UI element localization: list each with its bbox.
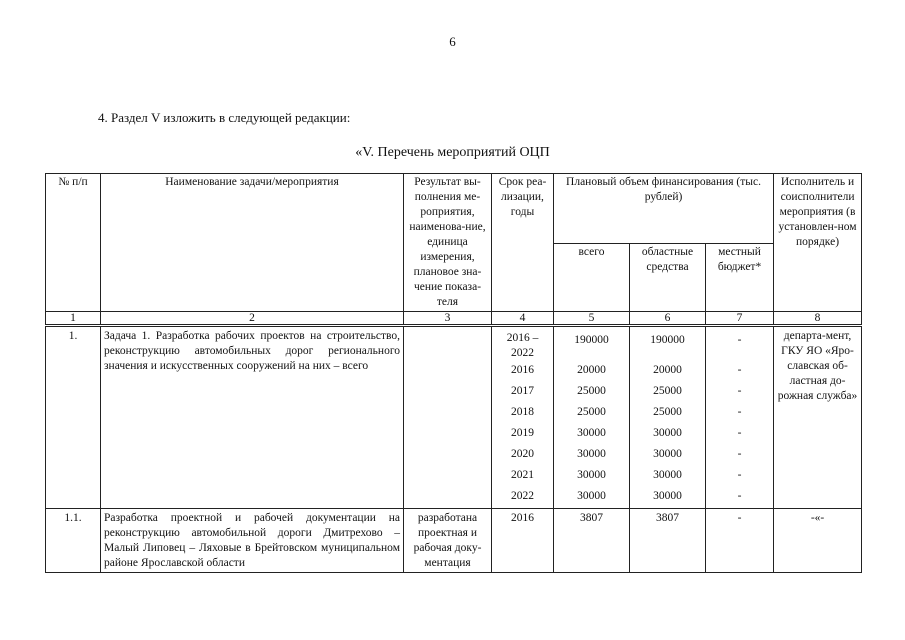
regional-cell: 190000 [650, 334, 685, 346]
local-cell: - [737, 490, 742, 502]
term-cell: 2019 [511, 427, 534, 439]
header-funding-group: Плановый объем финансирования (тыс. рублей) [554, 174, 774, 244]
regional-cell: 25000 [653, 406, 682, 418]
header-name: Наименование задачи/мероприятия [101, 174, 404, 312]
row-regional [630, 326, 706, 509]
term-cell: 2016 – 2022 [506, 332, 539, 359]
header-funding-local: местный бюджет* [706, 244, 774, 312]
term-cell: 2020 [511, 448, 534, 460]
term-cell: 2016 [511, 364, 534, 376]
table-title: «V. Перечень мероприятий ОЦП [355, 145, 550, 160]
column-number-row [46, 312, 862, 326]
row-no: 1.1. [46, 509, 101, 573]
section-heading: 4. Раздел V изложить в следующей редакции: [98, 110, 351, 125]
row-local: - [706, 509, 774, 573]
header-funding-total: всего [554, 244, 630, 312]
row-terms [492, 326, 554, 509]
column-number: 5 [554, 312, 630, 326]
row-term: 2016 [492, 509, 554, 573]
local-cell: - [737, 364, 742, 376]
header-no: № п/п [46, 174, 101, 312]
column-number: 3 [404, 312, 492, 326]
regional-cell: 30000 [653, 448, 682, 460]
term-cell: 2021 [511, 469, 534, 481]
row-totals [554, 326, 630, 509]
total-cell: 25000 [577, 406, 606, 418]
row-result [404, 326, 492, 509]
table-row-measure-1-1 [46, 509, 862, 573]
row-local [706, 326, 774, 509]
total-cell: 30000 [577, 427, 606, 439]
row-regional: 3807 [630, 509, 706, 573]
row-result: разработана проектная и рабочая доку-ментация [404, 509, 492, 573]
column-number: 7 [706, 312, 774, 326]
total-cell: 20000 [577, 364, 606, 376]
regional-cell: 20000 [653, 364, 682, 376]
total-cell: 30000 [577, 490, 606, 502]
header-term: Срок реа-лизации, годы [492, 174, 554, 312]
column-number: 6 [630, 312, 706, 326]
regional-cell: 30000 [653, 490, 682, 502]
local-cell: - [737, 334, 742, 346]
column-number: 1 [46, 312, 101, 326]
regional-cell: 25000 [653, 385, 682, 397]
local-cell: - [737, 406, 742, 418]
total-cell: 25000 [577, 385, 606, 397]
page-number: 6 [449, 34, 456, 49]
total-cell: 30000 [577, 469, 606, 481]
column-number: 8 [774, 312, 862, 326]
term-cell: 2022 [511, 490, 534, 502]
measures-table [45, 173, 862, 573]
row-name: Задача 1. Разработка рабочих проектов на строительство, реконструкцию автомобильных дорог регионального значения и искусственных сооружений на них – всего [101, 326, 404, 509]
column-number: 2 [101, 312, 404, 326]
row-no: 1. [46, 326, 101, 509]
header-result: Результат вы-полнения ме-роприятия, наименова-ние, единица измерения, плановое зна-чение показа-теля [404, 174, 492, 312]
total-cell: 30000 [577, 448, 606, 460]
row-executor: -«- [774, 509, 862, 573]
local-cell: - [737, 385, 742, 397]
row-total: 3807 [554, 509, 630, 573]
table-row-task-1 [46, 326, 862, 509]
row-name: Разработка проектной и рабочей документации на реконструкцию автомобильной дороги Дмитрехово – Малый Липовец – Ляховые в Брейтовском муниципальном районе Ярославской области [101, 509, 404, 573]
header-executor: Исполнитель и соисполнители мероприятия (в установлен-ном порядке) [774, 174, 862, 312]
regional-cell: 30000 [653, 469, 682, 481]
local-cell: - [737, 469, 742, 481]
local-cell: - [737, 427, 742, 439]
term-cell: 2018 [511, 406, 534, 418]
local-cell: - [737, 448, 742, 460]
regional-cell: 30000 [653, 427, 682, 439]
term-cell: 2017 [511, 385, 534, 397]
row-executor: департа-мент, ГКУ ЯО «Яро-славская об-ластная до-рожная служба» [774, 326, 862, 509]
total-cell: 190000 [574, 334, 609, 346]
header-funding-regional: областные средства [630, 244, 706, 312]
column-number: 4 [492, 312, 554, 326]
